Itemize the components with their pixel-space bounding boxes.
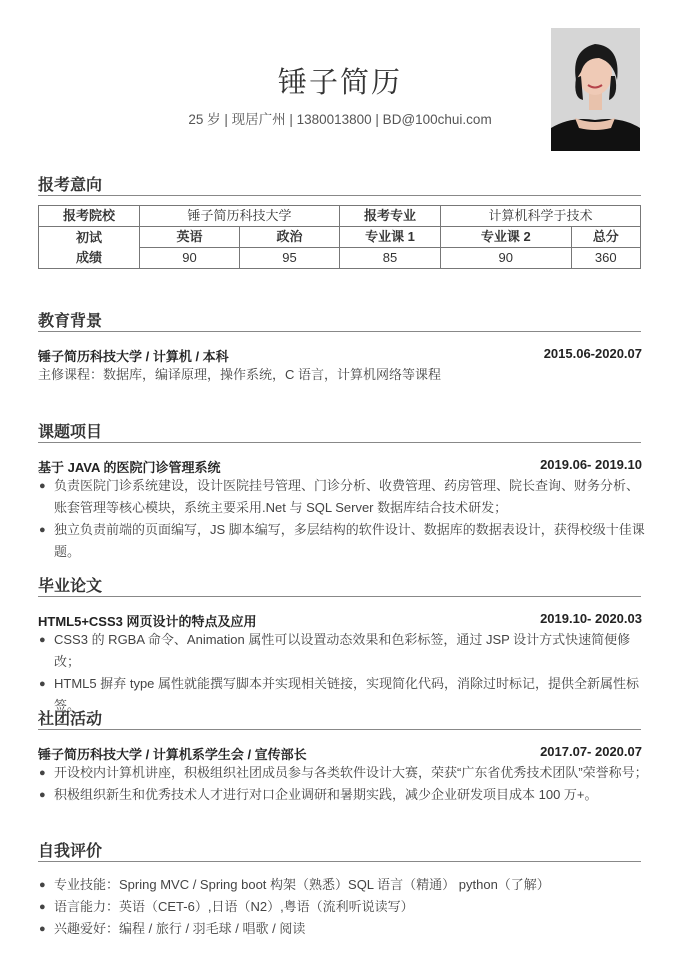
list-item	[38, 519, 650, 563]
bullet-icon: ●	[39, 678, 46, 690]
bullet-icon: ●	[39, 923, 46, 935]
project-bullets	[38, 475, 650, 563]
section-divider	[38, 861, 641, 862]
list-item	[38, 629, 650, 673]
self-bullets	[38, 874, 650, 940]
table-cell: 专业课 2	[440, 227, 571, 248]
list-item	[38, 673, 650, 717]
project-title: 基于 JAVA 的医院门诊管理系统	[38, 460, 221, 475]
project-date: 2019.06- 2019.10	[540, 457, 642, 472]
contact-info: 25 岁 | 现居广州 | 1380013800 | BD@100chui.com	[188, 112, 492, 127]
profile-photo	[551, 28, 640, 151]
club-date: 2017.07- 2020.07	[540, 744, 642, 759]
thesis-date: 2019.10- 2020.03	[540, 611, 642, 626]
club-title: 锤子简历科技大学 / 计算机系学生会 / 宣传部长	[38, 747, 307, 762]
section-title-self: 自我评价	[38, 843, 103, 860]
table-cell: 报考专业	[340, 206, 441, 227]
thesis-title: HTML5+CSS3 网页设计的特点及应用	[38, 614, 257, 629]
list-item	[38, 784, 650, 806]
resume-name: 锤子简历	[277, 67, 402, 99]
bullet-icon: ●	[39, 789, 46, 801]
table-cell: 英语	[140, 227, 240, 248]
section-divider	[38, 729, 641, 730]
section-title-projects: 课题项目	[38, 424, 103, 441]
list-item	[38, 874, 650, 896]
table-cell: 总分	[571, 227, 640, 248]
bullet-icon: ●	[39, 767, 46, 779]
table-cell: 专业课 1	[340, 227, 441, 248]
list-item	[38, 918, 650, 940]
list-item	[38, 896, 650, 918]
table-cell: 报考院校	[39, 206, 140, 227]
bullet-text: 独立负责前端的页面编写，JS 脚本编写，多层结构的软件设计、数据库的数据表设计，获得校级十佳课题。	[54, 522, 645, 559]
section-title-intent: 报考意向	[38, 177, 103, 194]
section-divider	[38, 596, 641, 597]
table-cell: 85	[340, 248, 441, 269]
bullet-text: CSS3 的 RGBA 命令、Animation 属性可以设置动态效果和色彩标签，通过 JSP 设计方式快速简便修改；	[54, 632, 631, 669]
bullet-icon: ●	[39, 634, 46, 646]
bullet-text: 负责医院门诊系统建设，设计医院挂号管理、门诊分析、收费管理、药房管理、院长查询、财务分析、账套管理等核心模块，系统主要采用.Net 与 SQL Server 数据库结合技术研发；	[54, 478, 640, 515]
bullet-icon: ●	[39, 480, 46, 492]
bullet-icon: ●	[39, 879, 46, 891]
section-divider	[38, 442, 641, 443]
education-date: 2015.06-2020.07	[543, 346, 642, 361]
bullet-text: 积极组织新生和优秀技术人才进行对口企业调研和暑期实践，减少企业研发项目成本 100 万+。	[54, 787, 598, 802]
section-title-education: 教育背景	[38, 313, 103, 330]
section-title-clubs: 社团活动	[38, 711, 103, 728]
table-cell: 90	[440, 248, 571, 269]
section-divider	[38, 331, 641, 332]
section-divider	[38, 195, 641, 196]
table-row	[39, 206, 641, 227]
score-label: 初试	[75, 229, 102, 245]
table-cell: 锤子简历科技大学	[140, 206, 340, 227]
bullet-text: 语言能力：英语（CET-6）,日语（N2）,粤语（流利听说读写）	[54, 899, 414, 914]
table-cell: 90	[140, 248, 240, 269]
table-cell	[39, 227, 140, 269]
bullet-icon: ●	[39, 524, 46, 536]
list-item	[38, 762, 650, 784]
thesis-bullets	[38, 629, 650, 717]
table-cell: 360	[571, 248, 640, 269]
section-title-thesis: 毕业论文	[38, 578, 103, 595]
table-cell: 计算机科学于技术	[440, 206, 640, 227]
bullet-text: 开设校内计算机讲座，积极组织社团成员参与各类软件设计大赛，荣获“广东省优秀技术团队”荣誉称号；	[54, 765, 648, 780]
bullet-text: 专业技能：Spring MVC / Spring boot 构架（熟悉）SQL 语言（精通） python（了解）	[54, 877, 550, 892]
table-row	[39, 227, 641, 248]
table-cell: 95	[239, 248, 339, 269]
bullet-icon: ●	[39, 901, 46, 913]
score-label: 成绩	[75, 249, 102, 265]
club-bullets	[38, 762, 650, 806]
table-cell: 政治	[239, 227, 339, 248]
bullet-text: 兴趣爱好：编程 / 旅行 / 羽毛球 / 唱歌 / 阅读	[54, 921, 306, 936]
education-title: 锤子简历科技大学 / 计算机 / 本科	[38, 349, 229, 364]
education-courses: 主修课程：数据库，编译原理，操作系统，C 语言，计算机网络等课程	[38, 367, 442, 382]
list-item	[38, 475, 650, 519]
exam-table	[38, 205, 641, 269]
bullet-text: HTML5 摒弃 type 属性就能撰写脚本并实现相关链接，实现简化代码，消除过时标记，提供全新属性标签。	[54, 676, 640, 713]
